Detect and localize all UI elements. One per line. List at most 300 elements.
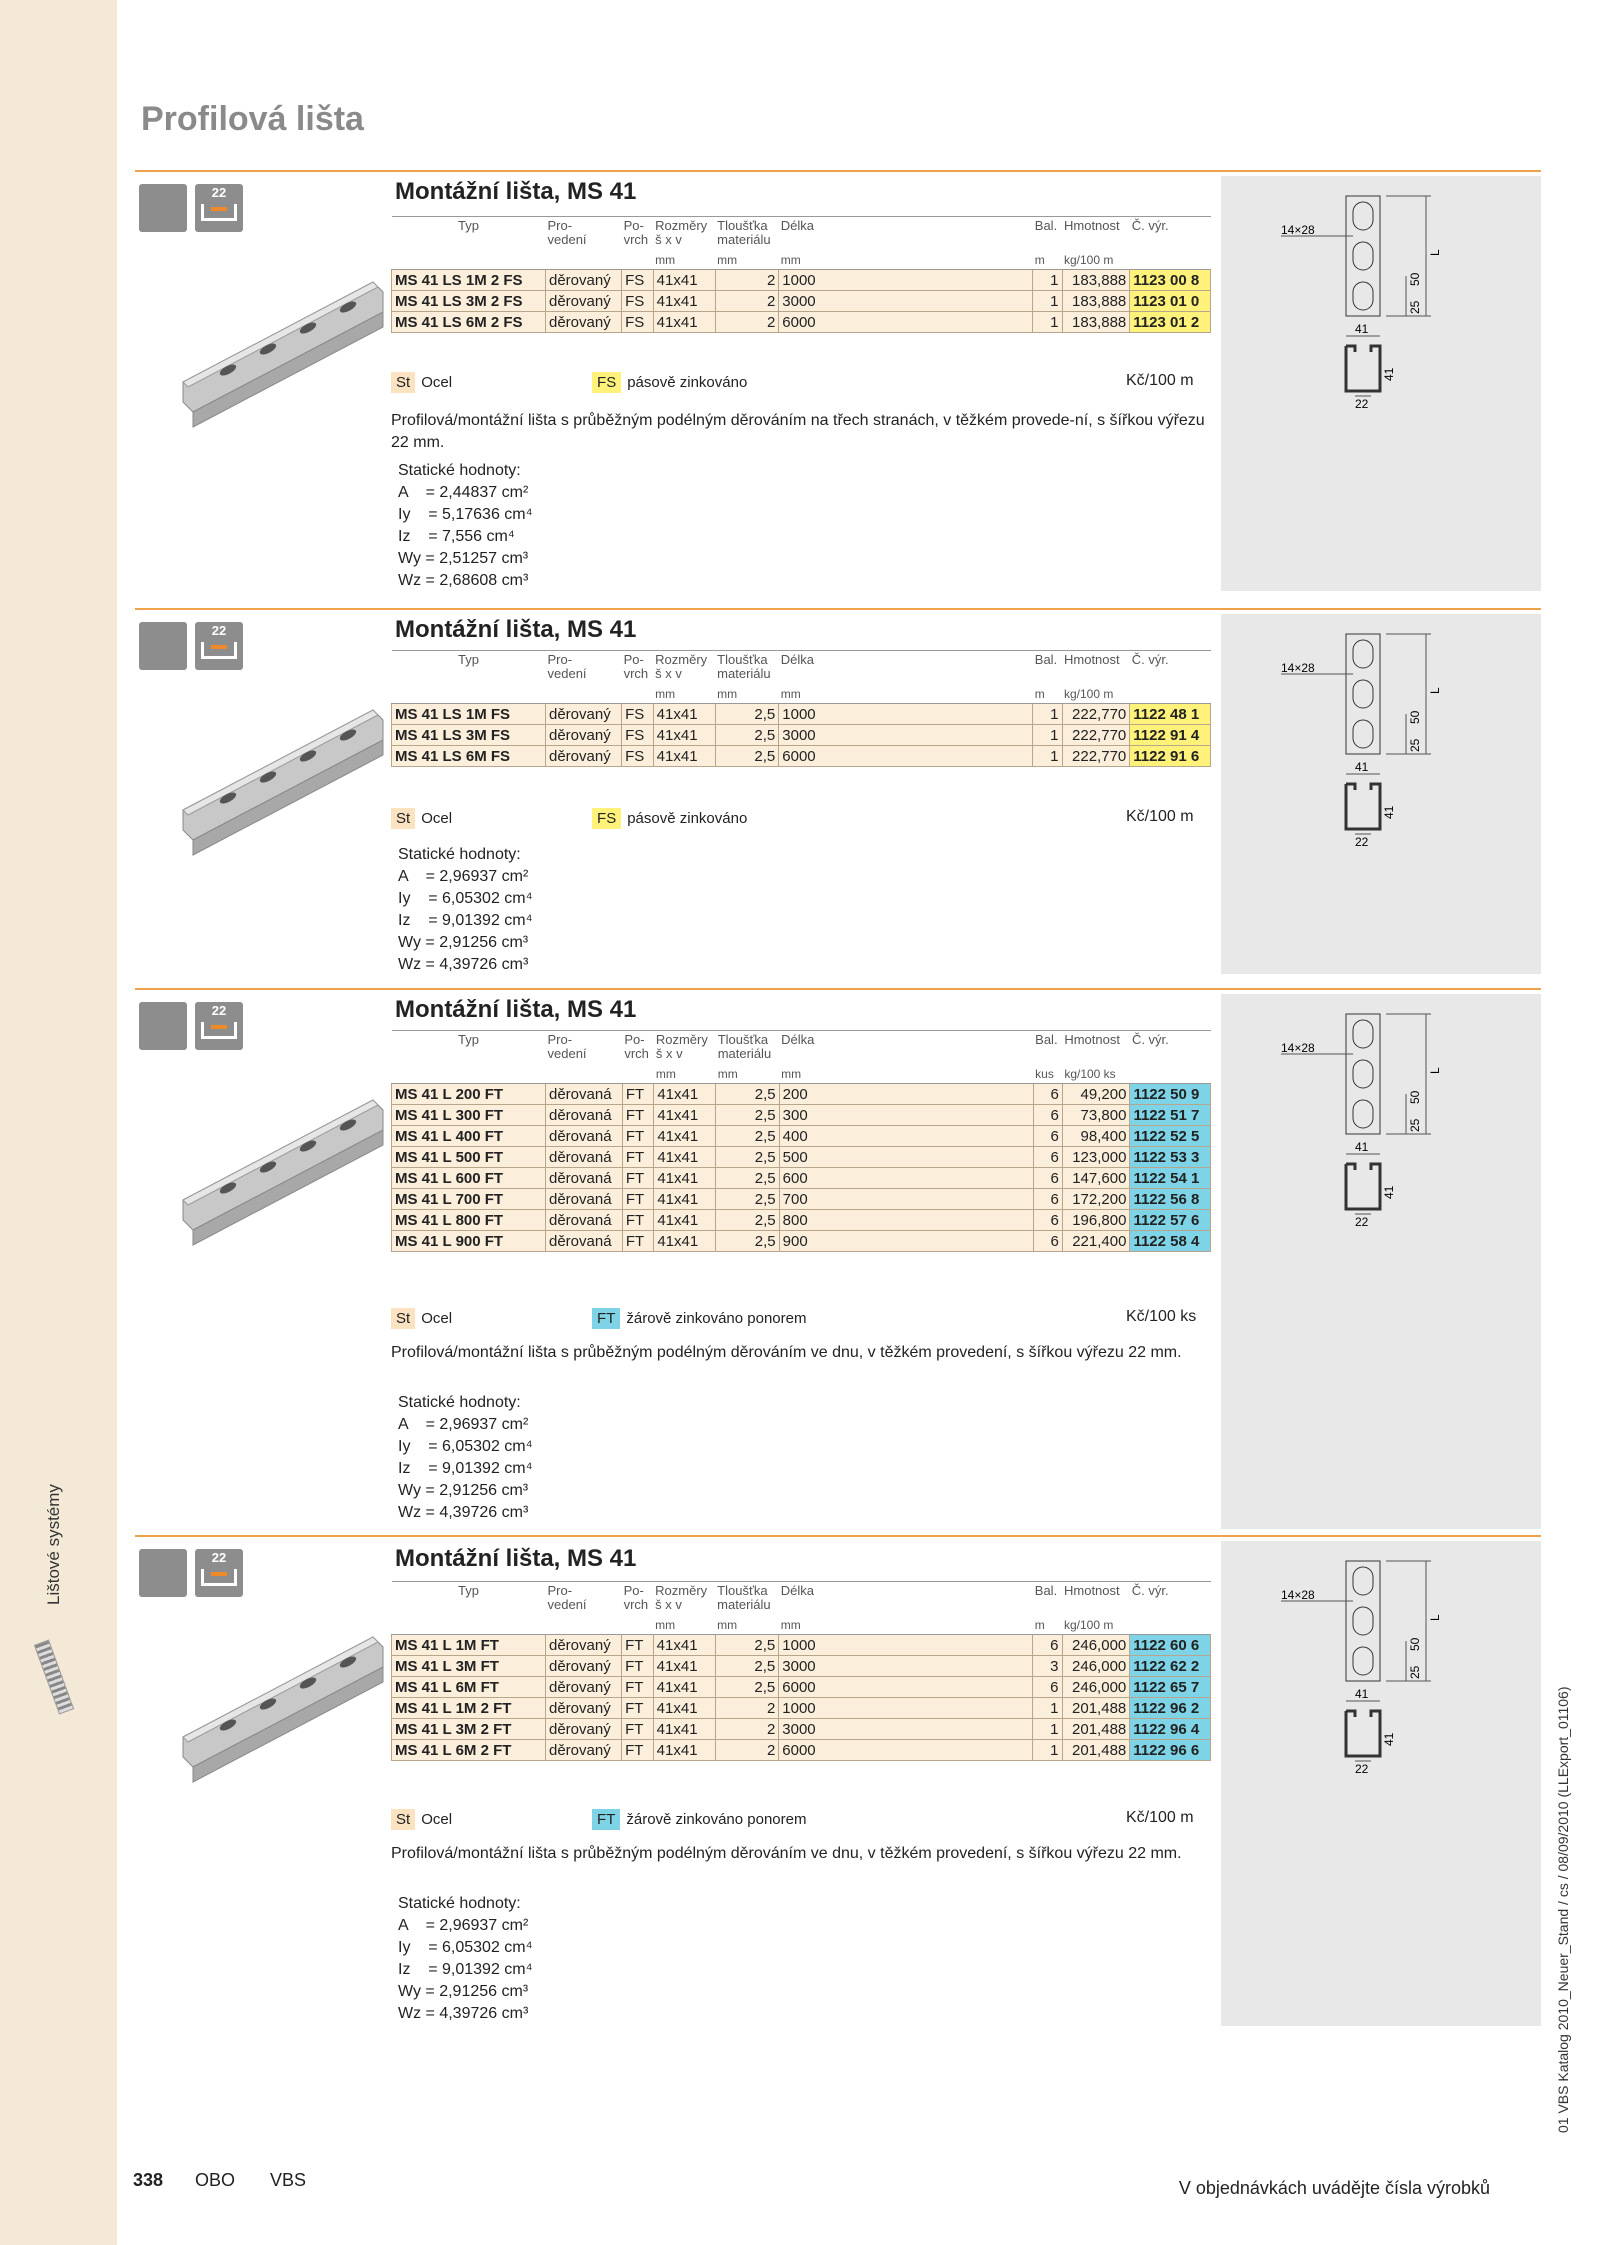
table-row [392, 746, 1211, 767]
col-bal: Bal. [1033, 217, 1062, 248]
cell-rozmery: 41x41 [653, 746, 715, 767]
static-value-line: Wy = 2,91256 cm³ [398, 1983, 529, 2000]
static-value-line: Wy = 2,91256 cm³ [398, 1482, 529, 1499]
dim-50-label: 50 [1408, 1090, 1422, 1104]
unit-cell [546, 247, 622, 270]
table-row [392, 1189, 1211, 1210]
product-description: Profilová/montážní lišta s průběžným podélným děrováním na třech stranách, v těžkém provede-ní, s šířkou výřezu 22 mm. [391, 412, 1205, 451]
cell-bal: 6 [1033, 1635, 1062, 1656]
col-hmotnost: Hmotnost [1062, 1031, 1130, 1062]
col-rozmery: Rozměry š x v [654, 1031, 716, 1062]
cell-rozmery: 41x41 [653, 1740, 715, 1761]
technical-drawing [1221, 1551, 1541, 1811]
cell-hmotnost: 201,488 [1062, 1719, 1130, 1740]
material-code-badge: St [391, 372, 415, 393]
unit-cell [392, 247, 546, 270]
legend [391, 1308, 1211, 1332]
col-bal: Bal. [1033, 651, 1062, 682]
section-title: Montážní lišta, MS 41 [395, 1545, 637, 1572]
cell-povrch: FT [622, 1084, 654, 1105]
footer-note: V objednávkách uvádějte čísla výrobků [1178, 2178, 1490, 2198]
unit-cell [622, 1612, 654, 1635]
static-value-line: Wy = 2,51257 cm³ [398, 550, 529, 567]
cell-bal: 6 [1033, 1210, 1062, 1231]
cell-rozmery: 41x41 [653, 1677, 715, 1698]
cell-article-number: 1122 58 4 [1130, 1231, 1211, 1252]
cell-article-number: 1122 52 5 [1130, 1126, 1211, 1147]
cell-hmotnost: 222,770 [1062, 725, 1130, 746]
cell-article-number: 1122 96 4 [1130, 1719, 1211, 1740]
static-values-title: Statické hodnoty: [398, 846, 521, 863]
cell-bal: 3 [1033, 1656, 1062, 1677]
cell-bal: 1 [1033, 1740, 1062, 1761]
product-section [135, 1535, 1541, 2032]
cell-typ: MS 41 L 3M 2 FT [392, 1719, 546, 1740]
cell-article-number: 1122 48 1 [1130, 704, 1211, 725]
cell-delka: 600 [779, 1168, 1033, 1189]
cell-tloustka: 2 [715, 291, 779, 312]
dim-50-label: 50 [1408, 272, 1422, 286]
cell-rozmery: 41x41 [653, 704, 715, 725]
finish-code-badge: FT [592, 1308, 620, 1329]
unit-cell: mm [779, 681, 1033, 704]
col-tloustka: Tloušťka materiálu [715, 651, 779, 682]
unit-cell: mm [779, 247, 1033, 270]
unit-cell: mm [715, 1612, 779, 1635]
col-hmotnost: Hmotnost [1062, 651, 1130, 682]
sidebar-label: Lištové systémy [44, 1484, 63, 1605]
table-row [392, 1740, 1211, 1761]
cell-provedeni: děrovaná [546, 1210, 623, 1231]
technical-drawing [1221, 1004, 1541, 1264]
cell-provedeni: děrovaná [546, 1105, 623, 1126]
static-value-line: Iz = 9,01392 cm⁴ [398, 1961, 533, 1978]
material-code-badge: St [391, 1308, 415, 1329]
cell-rozmery: 41x41 [653, 725, 715, 746]
table-row [392, 704, 1211, 725]
product-description: Profilová/montážní lišta s průběžným podélným děrováním ve dnu, v těžkém provedení, s šířkou výřezu 22 mm. [391, 1845, 1182, 1862]
cell-provedeni: děrovaný [546, 725, 622, 746]
cell-bal: 1 [1033, 312, 1062, 333]
cell-rozmery: 41x41 [654, 1084, 716, 1105]
table-row [392, 1656, 1211, 1677]
channel-thumbnail-icon [34, 1639, 74, 1714]
unit-cell [1130, 1612, 1211, 1635]
cell-rozmery: 41x41 [654, 1189, 716, 1210]
width-41-label: 41 [1355, 1140, 1369, 1154]
cell-tloustka: 2 [715, 1740, 779, 1761]
finish-label: žárově zinkováno ponorem [626, 1310, 807, 1327]
cell-delka: 200 [779, 1084, 1033, 1105]
static-value-line: Iz = 9,01392 cm⁴ [398, 1460, 533, 1477]
slot-width-pictogram-icon [195, 622, 243, 670]
cell-article-number: 1122 56 8 [1130, 1189, 1211, 1210]
technical-drawing [1221, 624, 1541, 884]
mounting-pictogram-icon [139, 622, 187, 670]
slot-width-pictogram-icon [195, 1549, 243, 1597]
cell-rozmery: 41x41 [654, 1126, 716, 1147]
static-value-line: Iz = 7,556 cm⁴ [398, 528, 515, 545]
legend [391, 808, 1211, 832]
cell-tloustka: 2,5 [716, 1210, 779, 1231]
table-row [392, 1105, 1211, 1126]
cell-article-number: 1122 57 6 [1130, 1210, 1211, 1231]
slot-dimension-label: 14×28 [1281, 1588, 1315, 1602]
slot-dimension-label: 14×28 [1281, 1041, 1315, 1055]
mounting-pictogram-icon [139, 184, 187, 232]
cell-typ: MS 41 L 3M FT [392, 1656, 546, 1677]
cell-hmotnost: 73,800 [1062, 1105, 1130, 1126]
cell-provedeni: děrovaná [546, 1147, 623, 1168]
cell-hmotnost: 183,888 [1062, 291, 1130, 312]
static-values-title: Statické hodnoty: [398, 462, 521, 479]
technical-drawing-panel [1221, 994, 1541, 1529]
price-unit: Kč/100 ks [1126, 1308, 1197, 1325]
table-row [392, 291, 1211, 312]
legend [391, 1809, 1211, 1833]
cell-article-number: 1122 91 6 [1130, 746, 1211, 767]
cell-article-number: 1122 53 3 [1130, 1147, 1211, 1168]
unit-cell: mm [716, 1061, 779, 1084]
cell-tloustka: 2 [715, 1698, 779, 1719]
product-image [173, 1627, 393, 1787]
unit-cell: mm [779, 1612, 1033, 1635]
unit-cell: kg/100 m [1062, 681, 1130, 704]
cell-tloustka: 2,5 [716, 1105, 779, 1126]
cell-delka: 1000 [779, 1635, 1033, 1656]
length-label: L [1428, 249, 1442, 256]
cell-tloustka: 2,5 [715, 704, 779, 725]
product-table [391, 216, 1211, 333]
dim-25-label: 25 [1408, 1665, 1422, 1679]
col-delka: Délka [779, 1031, 1033, 1062]
product-table [391, 650, 1211, 767]
cell-provedeni: děrovaná [546, 1084, 623, 1105]
cell-delka: 6000 [779, 1740, 1033, 1761]
dim-25-label: 25 [1408, 1118, 1422, 1132]
col-provedeni: Pro- vedení [546, 1582, 622, 1613]
cell-povrch: FS [622, 746, 654, 767]
cell-hmotnost: 123,000 [1062, 1147, 1130, 1168]
cell-povrch: FT [622, 1105, 654, 1126]
cell-tloustka: 2 [715, 1719, 779, 1740]
col-cvyr: Č. výr. [1130, 1031, 1211, 1062]
col-povrch: Po- vrch [622, 651, 654, 682]
price-unit: Kč/100 m [1126, 372, 1194, 389]
cell-bal: 6 [1033, 1126, 1062, 1147]
col-bal: Bal. [1033, 1031, 1062, 1062]
cell-provedeni: děrovaná [546, 1168, 623, 1189]
slot-marker-icon [211, 645, 227, 649]
cell-bal: 1 [1033, 704, 1062, 725]
unit-cell: mm [715, 681, 779, 704]
slot-dimension-label: 14×28 [1281, 661, 1315, 675]
finish-code-badge: FS [592, 808, 621, 829]
col-typ: Typ [392, 217, 546, 248]
cell-typ: MS 41 L 1M 2 FT [392, 1698, 546, 1719]
static-value-line: Wy = 2,91256 cm³ [398, 934, 529, 951]
slot-width-number: 22 [211, 1003, 227, 1018]
table-row [392, 1168, 1211, 1189]
cell-povrch: FT [622, 1698, 654, 1719]
table-units-row [392, 681, 1211, 704]
static-value-line: Iy = 6,05302 cm⁴ [398, 890, 533, 907]
product-section [135, 988, 1541, 1535]
height-41-label: 41 [1382, 1732, 1396, 1746]
cell-povrch: FT [622, 1189, 654, 1210]
col-delka: Délka [779, 651, 1033, 682]
cell-rozmery: 41x41 [654, 1168, 716, 1189]
cell-article-number: 1122 62 2 [1130, 1656, 1211, 1677]
cell-typ: MS 41 LS 1M 2 FS [392, 270, 546, 291]
cell-tloustka: 2,5 [715, 725, 779, 746]
table-units-row [392, 247, 1211, 270]
cell-rozmery: 41x41 [653, 1635, 715, 1656]
dim-50-label: 50 [1408, 1637, 1422, 1651]
cell-hmotnost: 246,000 [1062, 1656, 1130, 1677]
cell-delka: 3000 [779, 1656, 1033, 1677]
cell-bal: 6 [1033, 1105, 1062, 1126]
unit-cell [392, 1061, 546, 1084]
static-value-line: A = 2,96937 cm² [398, 1917, 529, 1934]
unit-cell: m [1033, 247, 1062, 270]
cell-provedeni: děrovaná [546, 1189, 623, 1210]
section-title: Montážní lišta, MS 41 [395, 616, 637, 643]
product-section [135, 170, 1541, 597]
cell-delka: 900 [779, 1231, 1033, 1252]
cell-tloustka: 2,5 [716, 1231, 779, 1252]
cell-article-number: 1123 01 0 [1130, 291, 1211, 312]
table-row [392, 270, 1211, 291]
cell-typ: MS 41 L 1M FT [392, 1635, 546, 1656]
table-header-row [392, 1582, 1211, 1613]
cell-typ: MS 41 LS 3M 2 FS [392, 291, 546, 312]
cell-hmotnost: 183,888 [1062, 312, 1130, 333]
table-header-row [392, 1031, 1211, 1062]
cell-povrch: FS [622, 312, 654, 333]
cell-typ: MS 41 L 6M FT [392, 1677, 546, 1698]
col-tloustka: Tloušťka materiálu [716, 1031, 779, 1062]
cell-hmotnost: 98,400 [1062, 1126, 1130, 1147]
slot-22-label: 22 [1355, 397, 1369, 411]
cell-povrch: FT [622, 1147, 654, 1168]
finish-label: pásově zinkováno [627, 374, 748, 391]
cell-provedeni: děrovaný [546, 1740, 622, 1761]
cell-bal: 6 [1033, 1189, 1062, 1210]
slot-22-label: 22 [1355, 1215, 1369, 1229]
unit-cell: mm [779, 1061, 1033, 1084]
material-label: Ocel [421, 810, 453, 827]
cell-provedeni: děrovaný [546, 1698, 622, 1719]
cell-povrch: FS [622, 270, 654, 291]
cell-typ: MS 41 L 200 FT [392, 1084, 546, 1105]
cell-povrch: FS [622, 291, 654, 312]
finish-code-badge: FT [592, 1809, 620, 1830]
col-tloustka: Tloušťka materiálu [715, 1582, 779, 1613]
unit-cell: mm [653, 681, 715, 704]
static-values [398, 460, 533, 592]
cell-hmotnost: 201,488 [1062, 1740, 1130, 1761]
page-title: Profilová lišta [141, 100, 364, 138]
cell-typ: MS 41 LS 6M 2 FS [392, 312, 546, 333]
cell-tloustka: 2 [715, 312, 779, 333]
cell-article-number: 1122 91 4 [1130, 725, 1211, 746]
cell-delka: 300 [779, 1105, 1033, 1126]
col-rozmery: Rozměry š x v [653, 651, 715, 682]
material-label: Ocel [421, 1310, 453, 1327]
mounting-pictogram-icon [139, 1002, 187, 1050]
cell-provedeni: děrovaná [546, 1126, 623, 1147]
table-units-row [392, 1061, 1211, 1084]
dim-25-label: 25 [1408, 300, 1422, 314]
static-value-line: Iz = 9,01392 cm⁴ [398, 912, 533, 929]
cell-hmotnost: 183,888 [1062, 270, 1130, 291]
cell-hmotnost: 222,770 [1062, 746, 1130, 767]
page-number: 338 [133, 2170, 164, 2190]
cell-hmotnost: 221,400 [1062, 1231, 1130, 1252]
static-value-line: Iy = 6,05302 cm⁴ [398, 1939, 533, 1956]
col-rozmery: Rozměry š x v [653, 1582, 715, 1613]
unit-cell [622, 247, 654, 270]
cell-provedeni: děrovaný [546, 704, 622, 725]
table-row [392, 1147, 1211, 1168]
slot-22-label: 22 [1355, 1762, 1369, 1776]
material-label: Ocel [421, 1811, 453, 1828]
col-cvyr: Č. výr. [1130, 1582, 1211, 1613]
table-row [392, 1126, 1211, 1147]
width-41-label: 41 [1355, 322, 1369, 336]
static-value-line: Iy = 6,05302 cm⁴ [398, 1438, 533, 1455]
cell-provedeni: děrovaný [546, 1719, 622, 1740]
cell-article-number: 1122 65 7 [1130, 1677, 1211, 1698]
col-hmotnost: Hmotnost [1062, 217, 1130, 248]
cell-article-number: 1122 51 7 [1130, 1105, 1211, 1126]
col-povrch: Po- vrch [622, 1031, 654, 1062]
cell-hmotnost: 246,000 [1062, 1635, 1130, 1656]
table-row [392, 1084, 1211, 1105]
table-units-row [392, 1612, 1211, 1635]
width-41-label: 41 [1355, 1687, 1369, 1701]
col-rozmery: Rozměry š x v [653, 217, 715, 248]
section-title: Montážní lišta, MS 41 [395, 996, 637, 1023]
cell-rozmery: 41x41 [654, 1210, 716, 1231]
unit-cell [1130, 247, 1211, 270]
col-delka: Délka [779, 217, 1033, 248]
cell-typ: MS 41 LS 6M FS [392, 746, 546, 767]
product-image [173, 1090, 393, 1250]
table-header-row [392, 651, 1211, 682]
cell-povrch: FT [622, 1126, 654, 1147]
unit-cell: kg/100 m [1062, 1612, 1130, 1635]
cell-typ: MS 41 L 600 FT [392, 1168, 546, 1189]
col-typ: Typ [392, 651, 546, 682]
finish-code-badge: FS [592, 372, 621, 393]
cell-typ: MS 41 L 300 FT [392, 1105, 546, 1126]
table-header-row [392, 217, 1211, 248]
product-image [173, 700, 393, 860]
cell-rozmery: 41x41 [653, 312, 715, 333]
cell-bal: 6 [1033, 1084, 1062, 1105]
static-value-line: Iy = 5,17636 cm⁴ [398, 506, 533, 523]
cell-povrch: FT [622, 1635, 654, 1656]
cell-delka: 1000 [779, 1698, 1033, 1719]
dim-50-label: 50 [1408, 710, 1422, 724]
cell-povrch: FT [622, 1740, 654, 1761]
unit-cell [1130, 1061, 1211, 1084]
cell-article-number: 1122 54 1 [1130, 1168, 1211, 1189]
cell-bal: 1 [1033, 746, 1062, 767]
unit-cell: kus [1033, 1061, 1062, 1084]
cell-delka: 800 [779, 1210, 1033, 1231]
cell-povrch: FT [622, 1231, 654, 1252]
unit-cell: mm [653, 1612, 715, 1635]
finish-label: žárově zinkováno ponorem [626, 1811, 807, 1828]
cell-delka: 1000 [779, 704, 1033, 725]
cell-rozmery: 41x41 [653, 291, 715, 312]
cell-typ: MS 41 L 500 FT [392, 1147, 546, 1168]
table-row [392, 725, 1211, 746]
cell-tloustka: 2,5 [715, 1656, 779, 1677]
static-value-line: Wz = 4,39726 cm³ [398, 2005, 529, 2022]
cell-provedeni: děrovaný [546, 746, 622, 767]
technical-drawing [1221, 186, 1541, 446]
material-label: Ocel [421, 374, 453, 391]
col-typ: Typ [392, 1582, 546, 1613]
cell-article-number: 1123 01 2 [1130, 312, 1211, 333]
cell-povrch: FT [622, 1656, 654, 1677]
unit-cell [392, 1612, 546, 1635]
cell-delka: 700 [779, 1189, 1033, 1210]
unit-cell [392, 681, 546, 704]
cell-delka: 6000 [779, 1677, 1033, 1698]
col-povrch: Po- vrch [622, 1582, 654, 1613]
length-label: L [1428, 1067, 1442, 1074]
cell-article-number: 1122 50 9 [1130, 1084, 1211, 1105]
static-value-line: A = 2,96937 cm² [398, 1416, 529, 1433]
unit-cell: m [1033, 681, 1062, 704]
slot-width-number: 22 [211, 1550, 227, 1565]
cell-rozmery: 41x41 [654, 1147, 716, 1168]
table-row [392, 1698, 1211, 1719]
table-row [392, 312, 1211, 333]
cell-article-number: 1122 60 6 [1130, 1635, 1211, 1656]
length-label: L [1428, 1614, 1442, 1621]
cell-rozmery: 41x41 [653, 1698, 715, 1719]
col-provedeni: Pro- vedení [546, 1031, 623, 1062]
product-table [391, 1030, 1211, 1252]
cell-bal: 6 [1033, 1677, 1062, 1698]
cell-bal: 1 [1033, 1719, 1062, 1740]
finish-label: pásově zinkováno [627, 810, 748, 827]
col-delka: Délka [779, 1582, 1033, 1613]
cell-typ: MS 41 LS 1M FS [392, 704, 546, 725]
cell-typ: MS 41 L 6M 2 FT [392, 1740, 546, 1761]
cell-delka: 500 [779, 1147, 1033, 1168]
cell-rozmery: 41x41 [654, 1105, 716, 1126]
material-code-badge: St [391, 808, 415, 829]
cell-bal: 1 [1033, 291, 1062, 312]
cell-tloustka: 2,5 [716, 1084, 779, 1105]
technical-drawing-panel [1221, 614, 1541, 974]
col-cvyr: Č. výr. [1130, 217, 1211, 248]
table-row [392, 1719, 1211, 1740]
col-hmotnost: Hmotnost [1062, 1582, 1130, 1613]
cell-tloustka: 2,5 [716, 1189, 779, 1210]
product-section [135, 608, 1541, 980]
legend [391, 372, 1211, 396]
cell-typ: MS 41 L 900 FT [392, 1231, 546, 1252]
cell-bal: 6 [1033, 1231, 1062, 1252]
